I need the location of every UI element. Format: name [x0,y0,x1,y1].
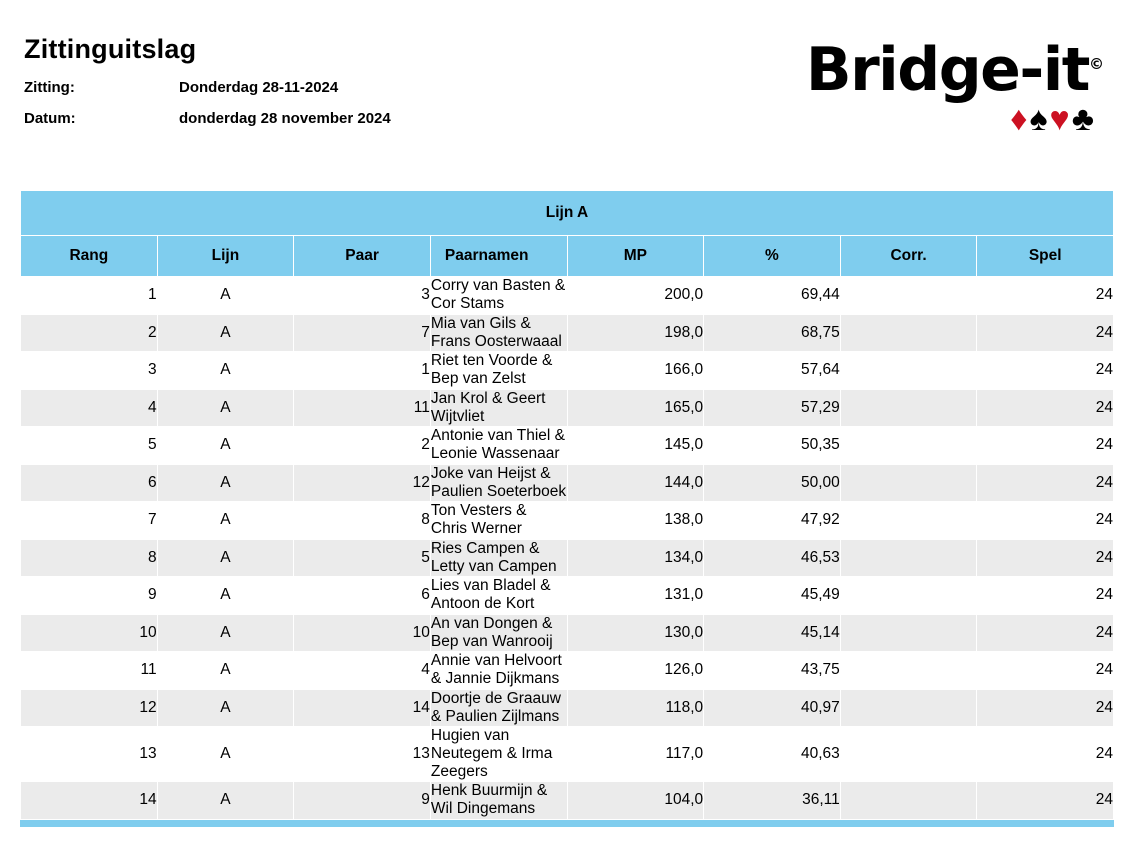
pair-names-cell: Annie van Helvoort & Jannie Dijkmans [430,652,567,690]
correction-cell [840,389,977,427]
rank-cell: 9 [21,577,158,615]
rank-cell: 4 [21,389,158,427]
boards-cell: 24 [977,502,1114,540]
pair-names-cell: Henk Buurmijn & Wil Dingemans [430,782,567,820]
mp-cell: 200,0 [567,277,704,315]
pair-number-cell: 8 [294,502,431,540]
mp-cell: 134,0 [567,539,704,577]
page-title: Zittinguitslag [24,34,197,64]
table-row[interactable] [21,502,1114,540]
correction-cell [840,614,977,652]
column-header-rang[interactable]: Rang [21,236,158,277]
boards-cell: 24 [977,539,1114,577]
pair-names-cell: Antonie van Thiel & Leonie Wassenaar [430,427,566,463]
logo-wordmark [764,35,1104,105]
logo-suit-icons [764,102,1096,136]
percentage-cell: 50,35 [704,427,841,465]
percentage-cell: 68,75 [704,314,841,352]
column-header-lijn[interactable]: Lijn [157,236,294,277]
table-header-row [21,236,1114,277]
rank-cell: 13 [21,727,158,782]
correction-cell [840,782,977,820]
line-cell: A [157,614,294,652]
column-header-corr[interactable]: Corr. [840,236,977,277]
diamond-suit-icon: ♦ [1010,100,1030,138]
mp-cell: 131,0 [567,577,704,615]
column-header-percentage[interactable]: % [704,236,841,277]
table-row[interactable] [21,352,1114,390]
percentage-cell: 57,29 [704,389,841,427]
line-cell: A [157,464,294,502]
bridge-it-logo [764,35,1104,138]
table-header [21,236,1114,277]
percentage-cell: 57,64 [704,352,841,390]
pair-names-cell: Hugien van Neutegem & Irma Zeegers [430,727,567,782]
percentage-cell: 69,44 [704,277,841,315]
mp-cell: 117,0 [567,727,704,782]
correction-cell [840,352,977,390]
table-row[interactable] [21,464,1114,502]
table-row[interactable] [21,577,1114,615]
correction-cell [840,652,977,690]
correction-cell [840,427,977,465]
pair-names-cell: Jan Krol & Geert Wijtvliet [430,389,567,427]
pair-number-cell: 14 [294,689,431,727]
table-row[interactable] [21,782,1114,820]
line-cell: A [157,689,294,727]
boards-cell: 24 [977,277,1114,315]
mp-cell: 166,0 [567,352,704,390]
pair-names-cell: Joke van Heijst & Paulien Soeterboek [430,464,567,500]
correction-cell [840,689,977,727]
rank-cell: 14 [21,782,158,820]
column-header-paar[interactable]: Paar [294,236,431,277]
mp-cell: 138,0 [567,502,704,540]
percentage-cell: 50,00 [704,464,841,502]
pair-number-cell: 9 [294,782,431,820]
copyright-icon: © [1089,55,1104,73]
mp-cell: 144,0 [567,464,704,502]
boards-cell: 24 [977,314,1114,352]
section-label: Lijn A [21,191,1114,236]
boards-cell: 24 [977,352,1114,390]
pair-number-cell: 6 [294,577,431,615]
percentage-cell: 43,75 [704,652,841,690]
percentage-cell: 47,92 [704,502,841,540]
rank-cell: 7 [21,502,158,540]
line-cell: A [157,277,294,315]
line-cell: A [157,502,294,540]
table-section-banner [21,191,1114,236]
pair-number-cell: 13 [294,727,431,782]
boards-cell: 24 [977,389,1114,427]
rank-cell: 12 [21,689,158,727]
column-header-spel[interactable]: Spel [977,236,1114,277]
boards-cell: 24 [977,689,1114,727]
rank-cell: 8 [21,539,158,577]
boards-cell: 24 [977,727,1114,782]
rank-cell: 1 [21,277,158,315]
pair-names-cell: Ries Campen & Letty van Campen [430,539,567,577]
logo-text: Bridge-it [805,35,1089,105]
line-cell: A [157,352,294,390]
table-row[interactable] [21,314,1114,352]
pair-number-cell: 2 [294,427,431,465]
boards-cell: 24 [977,782,1114,820]
document-header [20,34,1114,184]
table-row[interactable] [21,539,1114,577]
section-banner-row [21,191,1114,236]
table-row[interactable] [21,277,1114,315]
rank-cell: 3 [21,352,158,390]
correction-cell [840,727,977,782]
meta-label-datum: Datum: [24,110,76,127]
boards-cell: 24 [977,577,1114,615]
line-cell: A [157,427,294,465]
pair-names-cell: Doortje de Graauw & Paulien Zijlmans [430,689,567,727]
rank-cell: 5 [21,427,158,465]
correction-cell [840,577,977,615]
pair-number-cell: 5 [294,539,431,577]
line-cell: A [157,539,294,577]
pair-number-cell: 1 [294,352,431,390]
correction-cell [840,277,977,315]
line-cell: A [157,389,294,427]
meta-label-zitting: Zitting: [24,79,75,96]
boards-cell: 24 [977,464,1114,502]
meta-value-zitting: Donderdag 28-11-2024 [179,79,339,96]
table-body [21,277,1114,820]
rank-cell: 2 [21,314,158,352]
line-cell: A [157,652,294,690]
rank-cell: 11 [21,652,158,690]
pair-number-cell: 4 [294,652,431,690]
meta-value-datum: donderdag 28 november 2024 [179,110,391,127]
pair-names-cell: An van Dongen & Bep van Wanrooij [430,614,567,652]
mp-cell: 198,0 [567,314,704,352]
correction-cell [840,539,977,577]
pair-number-cell: 11 [294,389,431,427]
pair-number-cell: 7 [294,314,431,352]
results-table [20,190,1114,820]
mp-cell: 118,0 [567,689,704,727]
column-header-paarnamen[interactable]: Paarnamen [430,236,567,277]
rank-cell: 10 [21,614,158,652]
percentage-cell: 36,11 [704,782,841,820]
line-cell: A [157,577,294,615]
mp-cell: 126,0 [567,652,704,690]
table-row[interactable] [21,389,1114,427]
heart-suit-icon: ♥ [1049,100,1072,138]
club-suit-icon: ♣ [1071,100,1096,138]
line-cell: A [157,314,294,352]
percentage-cell: 45,49 [704,577,841,615]
pair-number-cell: 12 [294,464,431,502]
boards-cell: 24 [977,427,1114,465]
spade-suit-icon: ♠ [1029,100,1050,138]
boards-cell: 24 [977,614,1114,652]
boards-cell: 24 [977,652,1114,690]
table-bottom-bar [20,820,1114,827]
percentage-cell: 40,63 [704,727,841,782]
table-row[interactable] [21,652,1114,690]
pair-names-cell: Riet ten Voorde & Bep van Zelst [430,352,567,390]
correction-cell [840,314,977,352]
column-header-mp[interactable]: MP [567,236,704,277]
line-cell: A [157,727,294,782]
percentage-cell: 46,53 [704,539,841,577]
table-row[interactable] [21,689,1114,727]
pair-names-cell: Lies van Bladel & Antoon de Kort [430,577,567,615]
mp-cell: 165,0 [567,389,704,427]
line-cell: A [157,782,294,820]
table-row[interactable] [21,727,1114,782]
correction-cell [840,464,977,502]
pair-names-cell: Mia van Gils & Frans Oosterwaaal [430,314,567,352]
mp-cell: 104,0 [567,782,704,820]
correction-cell [840,502,977,540]
pair-names-cell: Ton Vesters & Chris Werner [430,502,567,540]
percentage-cell: 40,97 [704,689,841,727]
percentage-cell: 45,14 [704,614,841,652]
pair-number-cell: 10 [294,614,431,652]
rank-cell: 6 [21,464,158,502]
table-row[interactable] [21,614,1114,652]
mp-cell: 130,0 [567,614,704,652]
table-row[interactable] [21,427,1114,465]
pair-number-cell: 3 [294,277,431,315]
mp-cell: 145,0 [567,427,704,465]
pair-names-cell: Corry van Basten & Cor Stams [430,277,566,313]
